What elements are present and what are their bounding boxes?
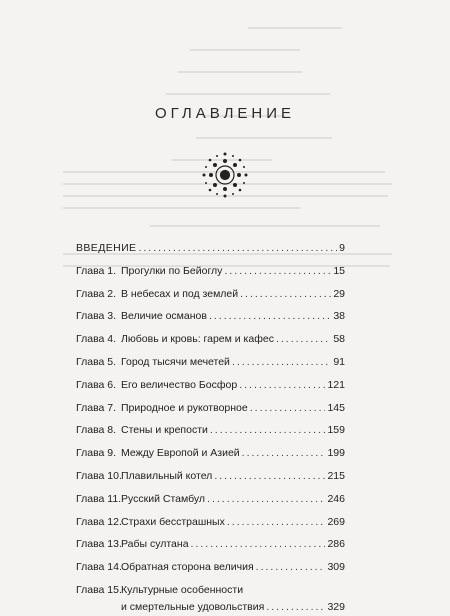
entry-title-continued: и смертельные удовольствия [121,600,265,613]
chapter-label: Глава 15. [76,583,122,596]
toc-entry-chapter[interactable] [76,488,345,511]
dot-leader [242,442,326,465]
entry-page: 159 [327,424,345,437]
entry-title: Прогулки по Бейоглу [121,264,223,277]
dot-leader [232,351,331,374]
entry-title: В небесах и под землей [121,287,239,300]
toc-entry-chapter[interactable] [76,556,345,579]
entry-page: 269 [327,515,345,528]
toc-entry-chapter[interactable] [76,465,345,488]
dot-leader [240,283,331,306]
dot-leader [210,419,326,442]
chapter-label: Глава 6. [76,378,117,391]
chapter-label: Глава 14. [76,561,122,574]
toc-entry-chapter[interactable] [76,582,345,616]
toc-entry-chapter[interactable] [76,511,345,534]
dot-leader [138,237,337,260]
dot-leader [256,556,326,579]
dot-leader [209,305,331,328]
entry-title: Плавильный котел [121,469,213,482]
toc-entry-chapter[interactable] [76,419,345,442]
entry-page: 286 [327,538,345,551]
dot-leader [266,599,325,616]
dot-leader [191,533,326,556]
entry-title: Его величество Босфор [121,378,238,391]
toc-entry-chapter[interactable] [76,442,345,465]
entry-title: Стены и крепости [121,424,208,437]
entry-page: 121 [327,378,345,391]
chapter-label: Глава 7. [76,401,117,414]
toc-entry-introduction[interactable] [76,237,345,260]
toc-entry-chapter[interactable] [76,533,345,556]
chapter-label: Глава 11. [76,492,122,505]
entry-title: ВВЕДЕНИЕ [76,242,137,254]
entry-page: 29 [333,287,345,300]
toc-heading: ОГЛАВЛЕНИЕ [154,105,296,122]
dot-leader [276,328,331,351]
entry-title: Между Европой и Азией [121,447,240,460]
chapter-label: Глава 8. [76,424,117,437]
entry-page: 246 [327,492,345,505]
dot-leader [224,260,331,283]
entry-title: Русский Стамбул [121,492,206,505]
entry-title: Обратная сторона величия [121,561,254,574]
toc-entry-chapter[interactable] [76,260,345,283]
toc-entry-chapter[interactable] [76,397,345,420]
toc-entry-chapter[interactable] [76,351,345,374]
entry-title: Величие османов [121,310,207,323]
chapter-label: Глава 2. [76,287,117,300]
chapter-label: Глава 9. [76,447,117,460]
entry-page: 309 [327,561,345,574]
chapter-label: Глава 13. [76,538,122,551]
toc-entry-chapter[interactable] [76,374,345,397]
entry-title: Природное и рукотворное [121,401,248,414]
dot-leader [227,511,326,534]
entry-title: Культурные особенности [121,583,244,596]
rosette-ornament-icon [200,150,250,200]
chapter-label: Глава 10. [76,469,122,482]
chapter-label: Глава 5. [76,355,117,368]
entry-page: 15 [333,264,345,277]
chapter-label: Глава 12. [76,515,122,528]
entry-page: 58 [333,333,345,346]
dot-leader [239,374,325,397]
entry-page: 145 [327,401,345,414]
chapter-label: Глава 3. [76,310,117,323]
entry-page: 91 [333,355,345,368]
entry-title: Рабы султана [121,538,189,551]
entry-page: 9 [339,242,345,254]
entry-title: Город тысячи мечетей [121,355,230,368]
toc-entry-chapter[interactable] [76,305,345,328]
entry-page: 215 [327,469,345,482]
dot-leader [214,465,325,488]
entry-page: 329 [327,600,345,613]
toc-entry-chapter[interactable] [76,328,345,351]
table-of-contents [76,237,345,616]
entry-title: Страхи бесстрашных [121,515,225,528]
entry-title: Любовь и кровь: гарем и кафес [121,333,274,346]
chapter-label: Глава 4. [76,333,117,346]
toc-entry-chapter[interactable] [76,283,345,306]
dot-leader [207,488,325,511]
dot-leader [250,397,326,420]
entry-page: 199 [327,447,345,460]
chapter-label: Глава 1. [76,264,117,277]
entry-page: 38 [333,310,345,323]
